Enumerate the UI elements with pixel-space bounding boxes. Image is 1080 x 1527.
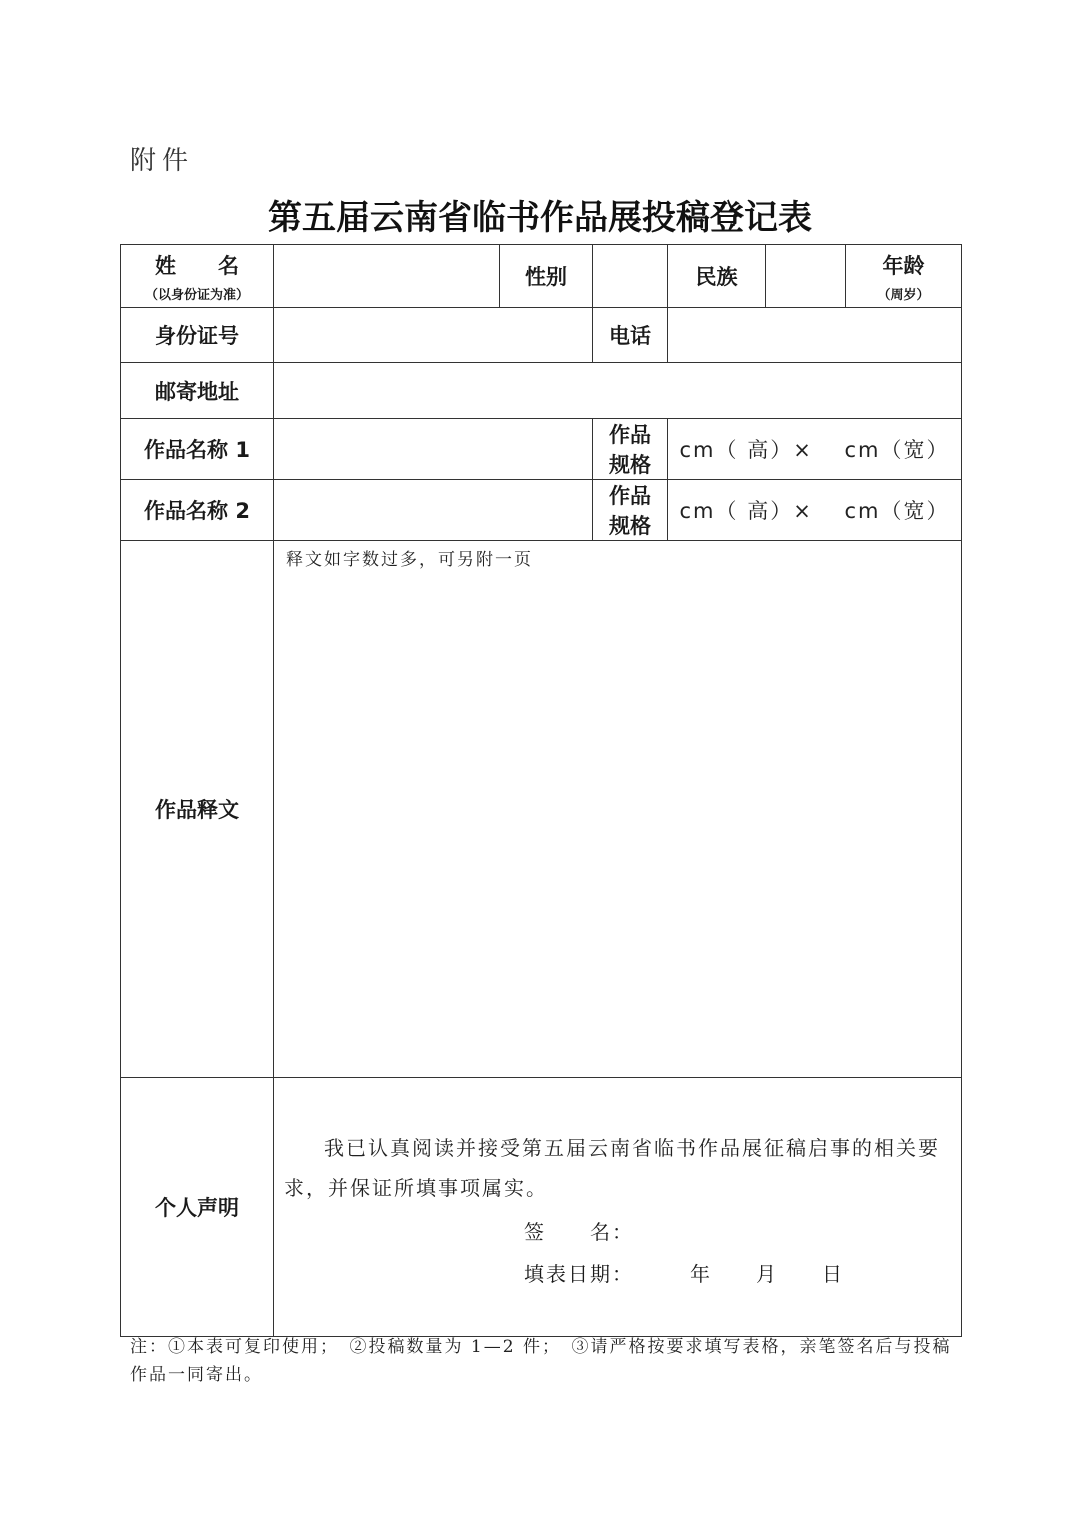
- date-line[interactable]: 填表日期： 年 月 日: [524, 1262, 844, 1286]
- age-label: 年龄: [882, 253, 925, 278]
- work2-name-field[interactable]: [274, 480, 593, 541]
- work1-spec-label: [593, 419, 668, 480]
- spec-label-line2: 规格: [609, 514, 651, 538]
- shiwen-label: 作品释文: [121, 541, 274, 1078]
- name-sublabel: （以身份证为准）: [144, 287, 249, 303]
- work2-spec-label: [593, 480, 668, 541]
- phone-label: 电话: [593, 308, 668, 363]
- name-label: 姓 名: [155, 253, 239, 278]
- spec-label-line1: 作品: [609, 484, 651, 508]
- shiwen-field[interactable]: [274, 541, 962, 1078]
- gender-label: 性别: [500, 245, 593, 308]
- signature-line[interactable]: 签 名：: [524, 1220, 634, 1244]
- ethnicity-label: 民族: [668, 245, 766, 308]
- spec-label-line2: 规格: [609, 453, 651, 477]
- age-label-cell: [846, 245, 962, 308]
- work1-spec-field[interactable]: cm（ 高）× cm（宽）: [668, 419, 962, 480]
- work1-name-field[interactable]: [274, 419, 593, 480]
- registration-form: [120, 244, 962, 1337]
- spec-label-line1: 作品: [609, 423, 651, 447]
- id-number-label: 身份证号: [121, 308, 274, 363]
- work2-name-label: 作品名称 2: [121, 480, 274, 541]
- address-field[interactable]: [274, 363, 962, 419]
- work2-spec-field[interactable]: cm（ 高）× cm（宽）: [668, 480, 962, 541]
- declaration-text: 我已认真阅读并接受第五届云南省临书作品展征稿启事的相关要求，并保证所填事项属实。: [284, 1136, 940, 1200]
- name-label-cell: [121, 245, 274, 308]
- phone-field[interactable]: [668, 308, 962, 363]
- shiwen-hint: 释文如字数过多，可另附一页: [286, 550, 533, 570]
- declaration-cell: [274, 1078, 962, 1337]
- declaration-label: 个人声明: [121, 1078, 274, 1337]
- id-number-field[interactable]: [274, 308, 593, 363]
- work1-name-label: 作品名称 1: [121, 419, 274, 480]
- ethnicity-field[interactable]: [766, 245, 846, 308]
- gender-field[interactable]: [593, 245, 668, 308]
- name-field[interactable]: [274, 245, 500, 308]
- attachment-label: 附件: [130, 146, 195, 176]
- page-title: 第五届云南省临书作品展投稿登记表: [268, 198, 812, 238]
- address-label: 邮寄地址: [121, 363, 274, 419]
- age-sublabel: （周岁）: [877, 287, 930, 303]
- footnote: 注：①本表可复印使用； ②投稿数量为 1—2 件； ③请严格按要求填写表格，亲笔签名后与投稿作品一同寄出。: [130, 1337, 952, 1385]
